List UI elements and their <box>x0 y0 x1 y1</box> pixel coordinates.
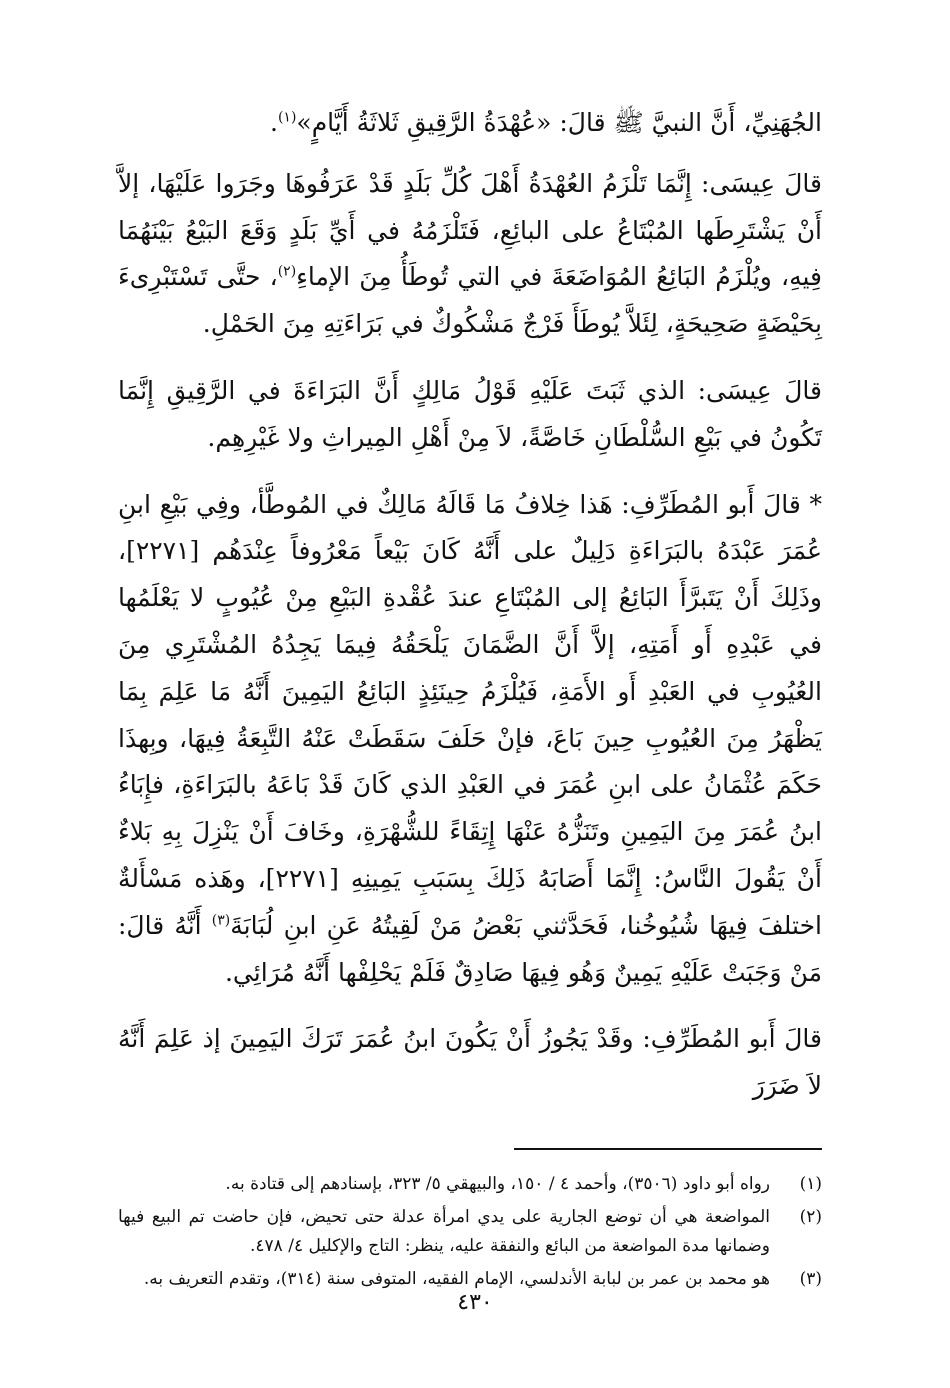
footnote-2-number: (٢) <box>799 1206 822 1227</box>
paragraph-4-text: * قالَ أَبو المُطَرِّفِ: هَذا خِلافُ مَا قَالَهُ مَالِكٌ في المُوطَّأ، وفِي بَيْعِ ابنِ عُمَرَ عَبْدَهُ بالبَرَاءَةِ دَلِيلٌ على أَنَّهُ كَانَ بَيْعاً مَعْرُوفاً عِنْدَهُم [٢٢٧١]، وذَلِكَ أَنْ يَتَبرَّأَ البَائِعُ إلى المُبْتَاعِ عندَ عُقْدةِ البَيْعِ مِنْ عُيُوبٍ لا يَعْلَمُها في عَبْدِهِ أَو أَمَتِهِ، إلاَّ أَنَّ الضَّمَانَ يَلْحَقُهُ فِيمَا يَجِدُهُ المُشْتَرِي مِنَ العُيُوبِ في العَبْدِ أَو الأَمَةِ، فَيُلْزَمُ حِينَئِذٍ البَائِعُ اليَمِينَ أَنَّهُ مَا عَلِمَ بِمَا يَظْهَرُ مِنَ العُيُوبِ حِينَ بَاعَ، فإنْ حَلَفَ سَقَطَتْ عَنْهُ التَّبِعَةُ فِيهَا، وبِهذَا حَكَمَ عُثْمَانُ على ابنِ عُمَرَ في العَبْدِ الذي كَانَ قَدْ بَاعَهُ بالبَرَاءَةِ، فإِبَاءُ ابنُ عُمَرَ مِنَ اليَمِينِ وتَنَزُّهُ عَنْهَا إِتِقَاءً للشُّهْرَةِ، وخَافَ أَنْ يَنْزِلَ بِهِ بَلاءٌ أَنْ يَقُولَ النَّاسُ: إِنَّمَا أَصَابَهُ ذَلِكَ بِسَبَبِ يَمِينِهِ [٢٢٧١]، وهَذه مَسْأَلةٌ اختلفَ فِيهَا شُيُوخُنا، فَحَدَّثني بَعْضُ مَنْ لَقِيتُهُ عَنِ ابنِ لُبَابَةَ <box>118 489 822 940</box>
footnote-2 <box>118 1203 822 1261</box>
paragraph-1-tail: . <box>269 108 278 137</box>
footnote-2-text: المواضعة هي أن توضع الجارية على يدي امرأة عدلة حتى تحيض، فإن حاضت تم البيع فيها وضمانها مدة المواضعة من البائع والنفقة عليه، ينظر: التاج والإكليل ٤/ ٤٧٨. <box>118 1206 770 1256</box>
footnote-divider <box>514 1148 822 1150</box>
paragraph-4 <box>118 482 822 997</box>
footnote-3-number: (٣) <box>799 1268 822 1289</box>
footnote-ref-2: (٢) <box>277 264 297 281</box>
paragraph-5 <box>118 1016 822 1110</box>
paragraph-5-text: قالَ أَبو المُطَرِّفِ: وقَدْ يَجُوزُ أَنْ يَكُونَ ابنُ عُمَرَ تَرَكَ اليَمِينَ إذ عَلِمَ أَنَّهُ لاَ ضَرَرَ <box>118 1024 822 1101</box>
paragraph-2-tail: ، حتَّى تَسْتَبْرِىءَ بِحَيْضَةٍ صَحِيحَةٍ، لِئَلاَّ يُوطَأَ فَرْجٌ مَشْكُوكٌ في بَرَاءَتِهِ مِنَ الحَمْلِ. <box>118 262 822 339</box>
paragraph-2-text: قالَ عِيسَى: إِنَّمَا تَلْزَمُ العُهْدَةُ أَهْلَ كُلِّ بَلَدٍ قَدْ عَرَفُوهَا وجَرَوا عَلَيْهَا، إلاَّ أَنْ يَشْتَرِطَها المُبْتَاعُ على البائِعِ، فَتَلْزَمُهُ في أَيِّ بَلَدٍ وَقَعَ البَيْعُ بَيْنَهُمَا فِيهِ، ويُلْزَمُ البَائِعُ المُوَاضَعَةَ في التي تُوطَأُ مِنَ الإماءِ <box>118 168 823 292</box>
paragraph-3 <box>118 368 822 462</box>
footnote-3-text: هو محمد بن عمر بن لبابة الأندلسي، الإمام الفقيه، المتوفى سنة (٣١٤)، وتقدم التعريف به. <box>143 1268 770 1289</box>
paragraph-1-text: الجُهَنِيِّ، أَنَّ النبيَّ ﷺ قالَ: «عُهْدَةُ الرَّقِيقِ ثَلاثَةُ أَيَّامٍ» <box>296 108 822 137</box>
footnote-1-text: رواه أبو داود (٣٥٠٦)، وأحمد ٤ / ١٥٠، والبيهقي ٥/ ٣٢٣، بإسنادهم إلى قتادة به. <box>225 1173 770 1194</box>
footnote-1-number: (١) <box>799 1173 822 1194</box>
footnote-ref-1: (١) <box>277 109 297 126</box>
paragraph-2 <box>118 161 822 348</box>
paragraph-3-text: قالَ عِيسَى: الذي ثَبَتَ عَلَيْهِ قَوْلُ مَالِكٍ أَنَّ البَرَاءَةَ في الرَّقِيقِ إِنَّمَا تَكُونُ في بَيْعِ السُّلْطَانِ خَاصَّةً، لاَ مِنْ أَهْلِ المِيراثِ ولا غَيْرِهِم. <box>118 375 822 452</box>
footnote-1 <box>118 1170 822 1199</box>
page-number: ٤٣٠ <box>457 1290 493 1315</box>
paragraph-1 <box>118 100 822 147</box>
footnote-ref-3: (٣) <box>211 912 231 929</box>
paragraph-4-tail: أَنَّهُ قالَ: مَنْ وَجَبَتْ عَلَيْهِ يَمِينٌ وَهُو فِيهَا صَادِقٌ فَلَمْ يَحْلِفْها أَنَّهُ مُرَائِي. <box>118 910 822 987</box>
